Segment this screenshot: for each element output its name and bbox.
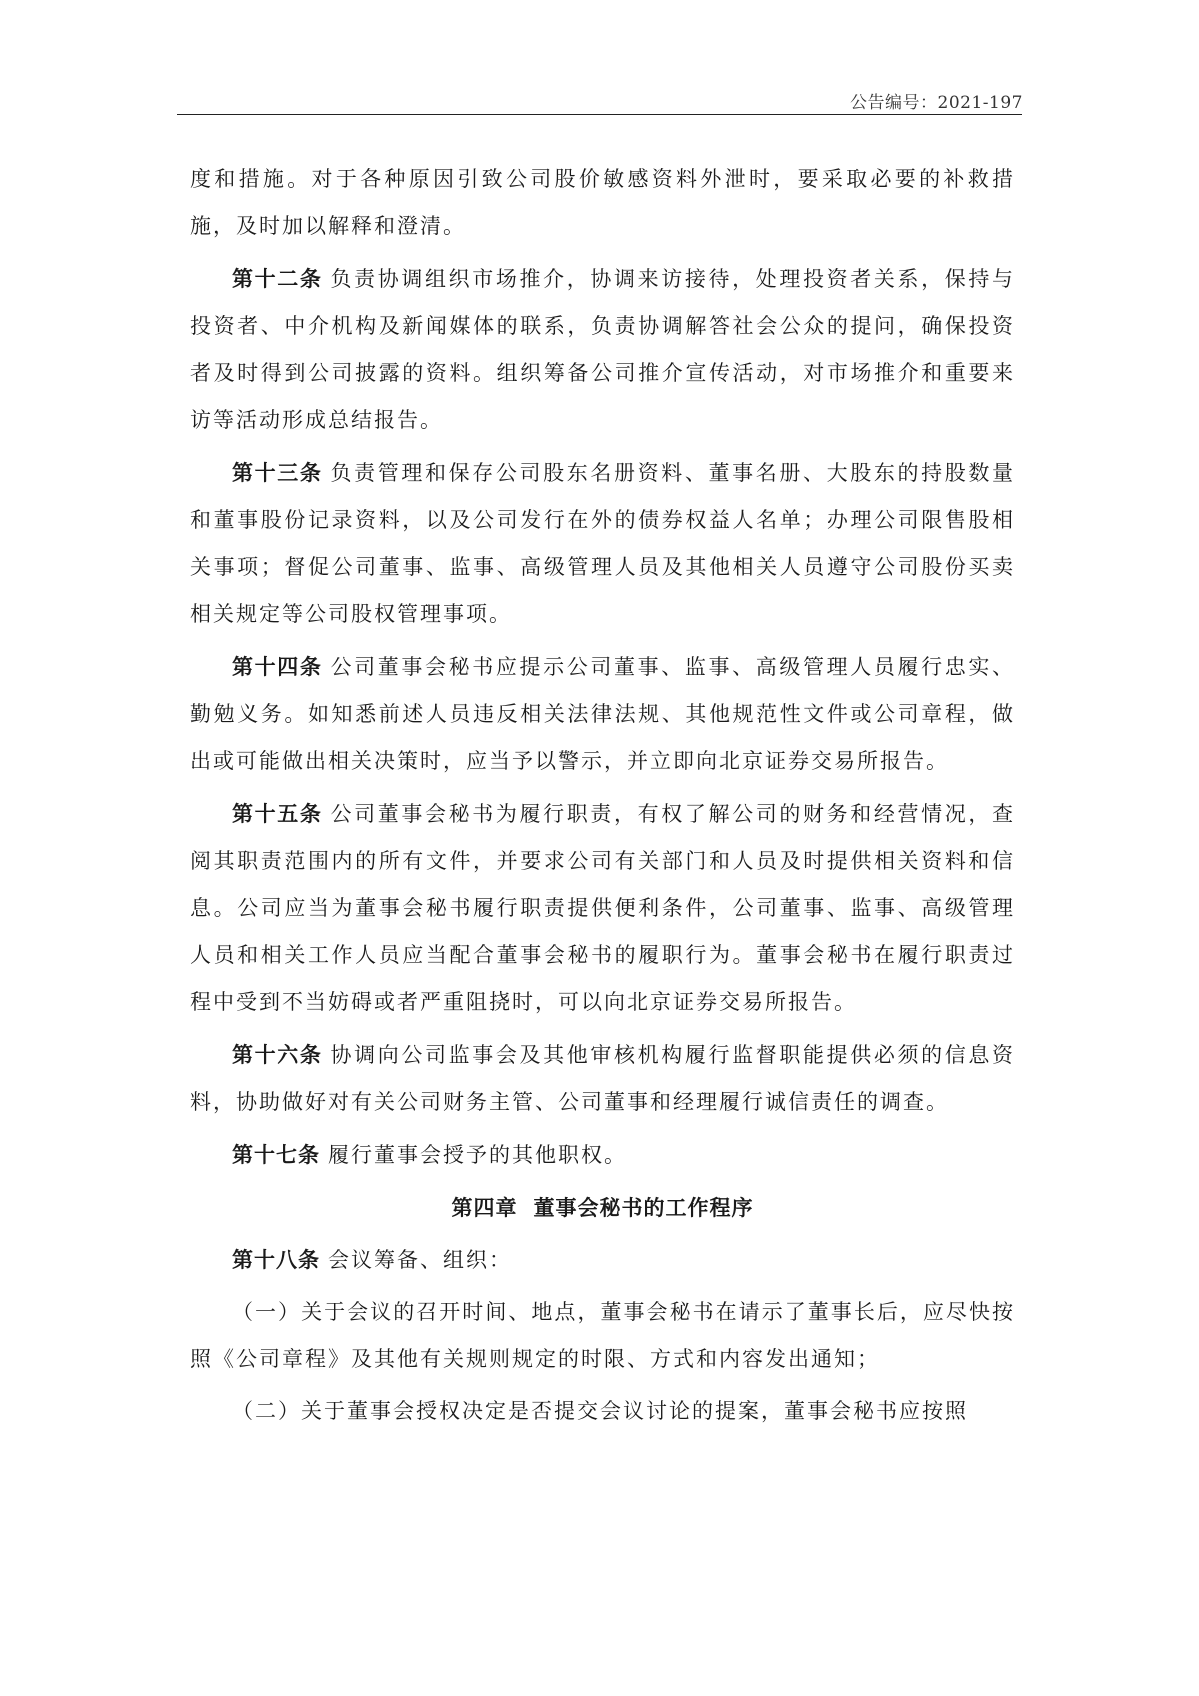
article-text: 公司董事会秘书为履行职责，有权了解公司的财务和经营情况，查阅其职责范围内的所有文件，并要求公司有关部门和人员及时提供相关资料和信息。公司应当为董事会秘书履行职责提供便利条件，公司董事、监事、高级管理人员和相关工作人员应当配合董事会秘书的履职行为。董事会秘书在履行职责过程中受到不当妨碍或者严重阻挠时，可以向北京证券交易所报告。 (190, 802, 1015, 1014)
article-13 (190, 449, 1015, 638)
paragraph-text: 度和措施。对于各种原因引致公司股价敏感资料外泄时，要采取必要的补救措施，及时加以解释和澄清。 (190, 167, 1015, 238)
article-label: 第十八条 (232, 1247, 320, 1272)
article-text: 会议筹备、组织： (328, 1248, 512, 1272)
list-item-text: （二）关于董事会授权决定是否提交会议讨论的提案，董事会秘书应按照 (232, 1399, 968, 1423)
article-label: 第十三条 (232, 460, 323, 485)
chapter-heading (190, 1184, 1015, 1231)
article-label: 第十四条 (232, 654, 323, 679)
list-item-1 (190, 1289, 1015, 1383)
article-12 (190, 255, 1015, 444)
article-17 (190, 1131, 1015, 1179)
article-text: 履行董事会授予的其他职权。 (328, 1143, 627, 1167)
announcement-number: 公告编号：2021-197 (850, 93, 1023, 113)
article-14 (190, 643, 1015, 785)
article-label: 第十六条 (232, 1042, 323, 1067)
article-16 (190, 1031, 1015, 1126)
article-label: 第十五条 (232, 801, 323, 826)
article-text: 负责管理和保存公司股东名册资料、董事名册、大股东的持股数量和董事股份记录资料，以及公司发行在外的债券权益人名单；办理公司限售股相关事项；督促公司董事、监事、高级管理人员及其他相关人员遵守公司股份买卖相关规定等公司股权管理事项。 (190, 461, 1015, 626)
chapter-title: 董事会秘书的工作程序 (533, 1195, 754, 1220)
article-text: 公司董事会秘书应提示公司董事、监事、高级管理人员履行忠实、勤勉义务。如知悉前述人员违反相关法律法规、其他规范性文件或公司章程，做出或可能做出相关决策时，应当予以警示，并立即向北京证券交易所报告。 (190, 655, 1015, 773)
chapter-number: 第四章 (451, 1195, 518, 1220)
list-item-2 (190, 1388, 1015, 1435)
article-label: 第十七条 (232, 1142, 320, 1167)
article-text: 负责协调组织市场推介，协调来访接待，处理投资者关系，保持与投资者、中介机构及新闻媒体的联系，负责协调解答社会公众的提问，确保投资者及时得到公司披露的资料。组织筹备公司推介宣传活动，对市场推介和重要来访等活动形成总结报告。 (190, 267, 1015, 432)
article-label: 第十二条 (232, 266, 323, 291)
header-divider (177, 114, 1022, 115)
article-15 (190, 790, 1015, 1026)
article-18 (190, 1236, 1015, 1284)
document-body (190, 156, 1015, 1440)
article-text: 协调向公司监事会及其他审核机构履行监督职能提供必须的信息资料，协助做好对有关公司财务主管、公司董事和经理履行诚信责任的调查。 (190, 1043, 1015, 1114)
list-item-text: （一）关于会议的召开时间、地点，董事会秘书在请示了董事长后，应尽快按照《公司章程》及其他有关规则规定的时限、方式和内容发出通知； (190, 1300, 1015, 1371)
paragraph-continued (190, 156, 1015, 250)
